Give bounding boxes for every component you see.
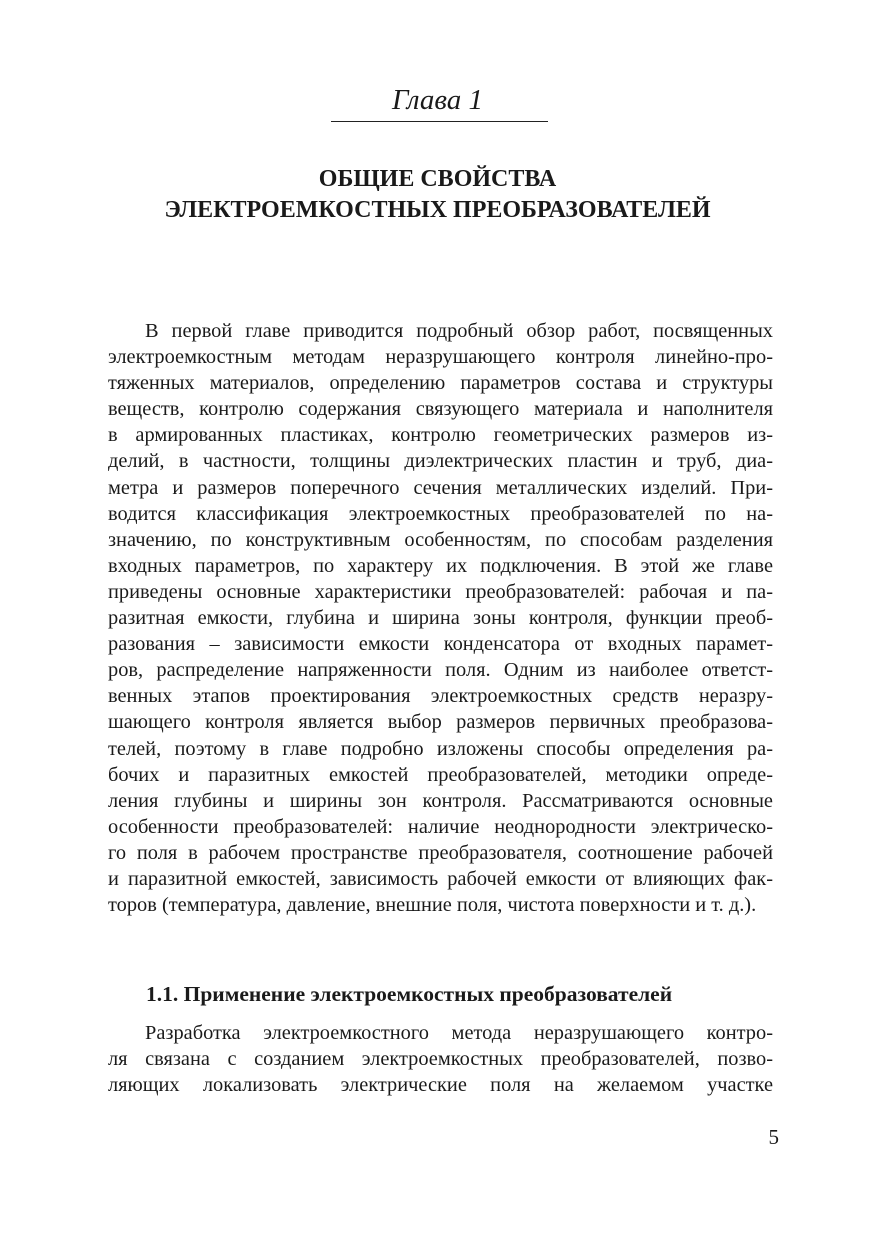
chapter-title [0, 164, 875, 226]
section-paragraph [108, 1020, 773, 1098]
text-line: ления глубины и ширины зон контроля. Рассматриваются основные [108, 789, 773, 812]
text-line: ляющих локализовать электрические поля на желаемом участке [108, 1074, 773, 1097]
text-line: шающего контроля является выбор размеров первичных преобразова- [108, 711, 773, 734]
text-line: водится классификация электроемкостных преобразователей по на- [108, 502, 773, 525]
chapter-divider [331, 121, 548, 122]
text-line: ров, распределение напряженности поля. Одним из наиболее ответст- [108, 659, 773, 682]
text-line: бочих и паразитных емкостей преобразователей, методики опреде- [108, 763, 773, 786]
text-line: веществ, контролю содержания связующего материала и наполнителя [108, 398, 773, 421]
text-line: приведены основные характеристики преобразователей: рабочая и па- [108, 580, 773, 603]
text-line: и паразитной емкостей, зависимость рабочей емкости от влияющих фак- [108, 867, 773, 890]
chapter-title-line: ОБЩИЕ СВОЙСТВА [318, 166, 557, 192]
intro-paragraph [108, 318, 773, 918]
text-line: ля связана с созданием электроемкостных преобразователей, позво- [108, 1048, 773, 1071]
text-line: го поля в рабочем пространстве преобразователя, соотношение рабочей [108, 841, 773, 864]
text-line: тяженных материалов, определению параметров состава и структуры [108, 372, 773, 395]
text-line: венных этапов проектирования электроемкостных средств неразру- [108, 685, 773, 708]
chapter-label: Глава 1 [391, 84, 484, 116]
text-line: значению, по конструктивным особенностям, по способам разделения [108, 528, 773, 551]
text-line: в армированных пластиках, контролю геометрических размеров из- [108, 424, 773, 447]
text-line: Разработка электроемкостного метода неразрушающего контро- [145, 1022, 773, 1044]
text-line: В первой главе приводится подробный обзор работ, посвященных [145, 320, 773, 342]
text-line: метра и размеров поперечного сечения металлических изделий. При- [108, 476, 773, 499]
text-line: телей, поэтому в главе подробно изложены способы определения ра- [108, 737, 773, 760]
text-line: разитная емкости, глубина и ширина зоны контроля, функции преоб- [108, 607, 773, 630]
text-line: особенности преобразователей: наличие неоднородности электрическо- [108, 815, 773, 838]
text-line: электроемкостным методам неразрушающего контроля линейно-про- [108, 346, 773, 369]
text-line: делий, в частности, толщины диэлектрических пластин и труб, диа- [108, 450, 773, 473]
section-heading: 1.1. Применение электроемкостных преобразователей [146, 982, 673, 1006]
page-number: 5 [768, 1125, 779, 1149]
chapter-title-line: ЭЛЕКТРОЕМКОСТНЫХ ПРЕОБРАЗОВАТЕЛЕЙ [164, 197, 711, 223]
text-line: входных параметров, по характеру их подключения. В этой же главе [108, 554, 773, 577]
text-line: торов (температура, давление, внешние поля, чистота поверхности и т. д.). [108, 894, 757, 917]
text-line: разования – зависимости емкости конденсатора от входных парамет- [108, 633, 773, 656]
